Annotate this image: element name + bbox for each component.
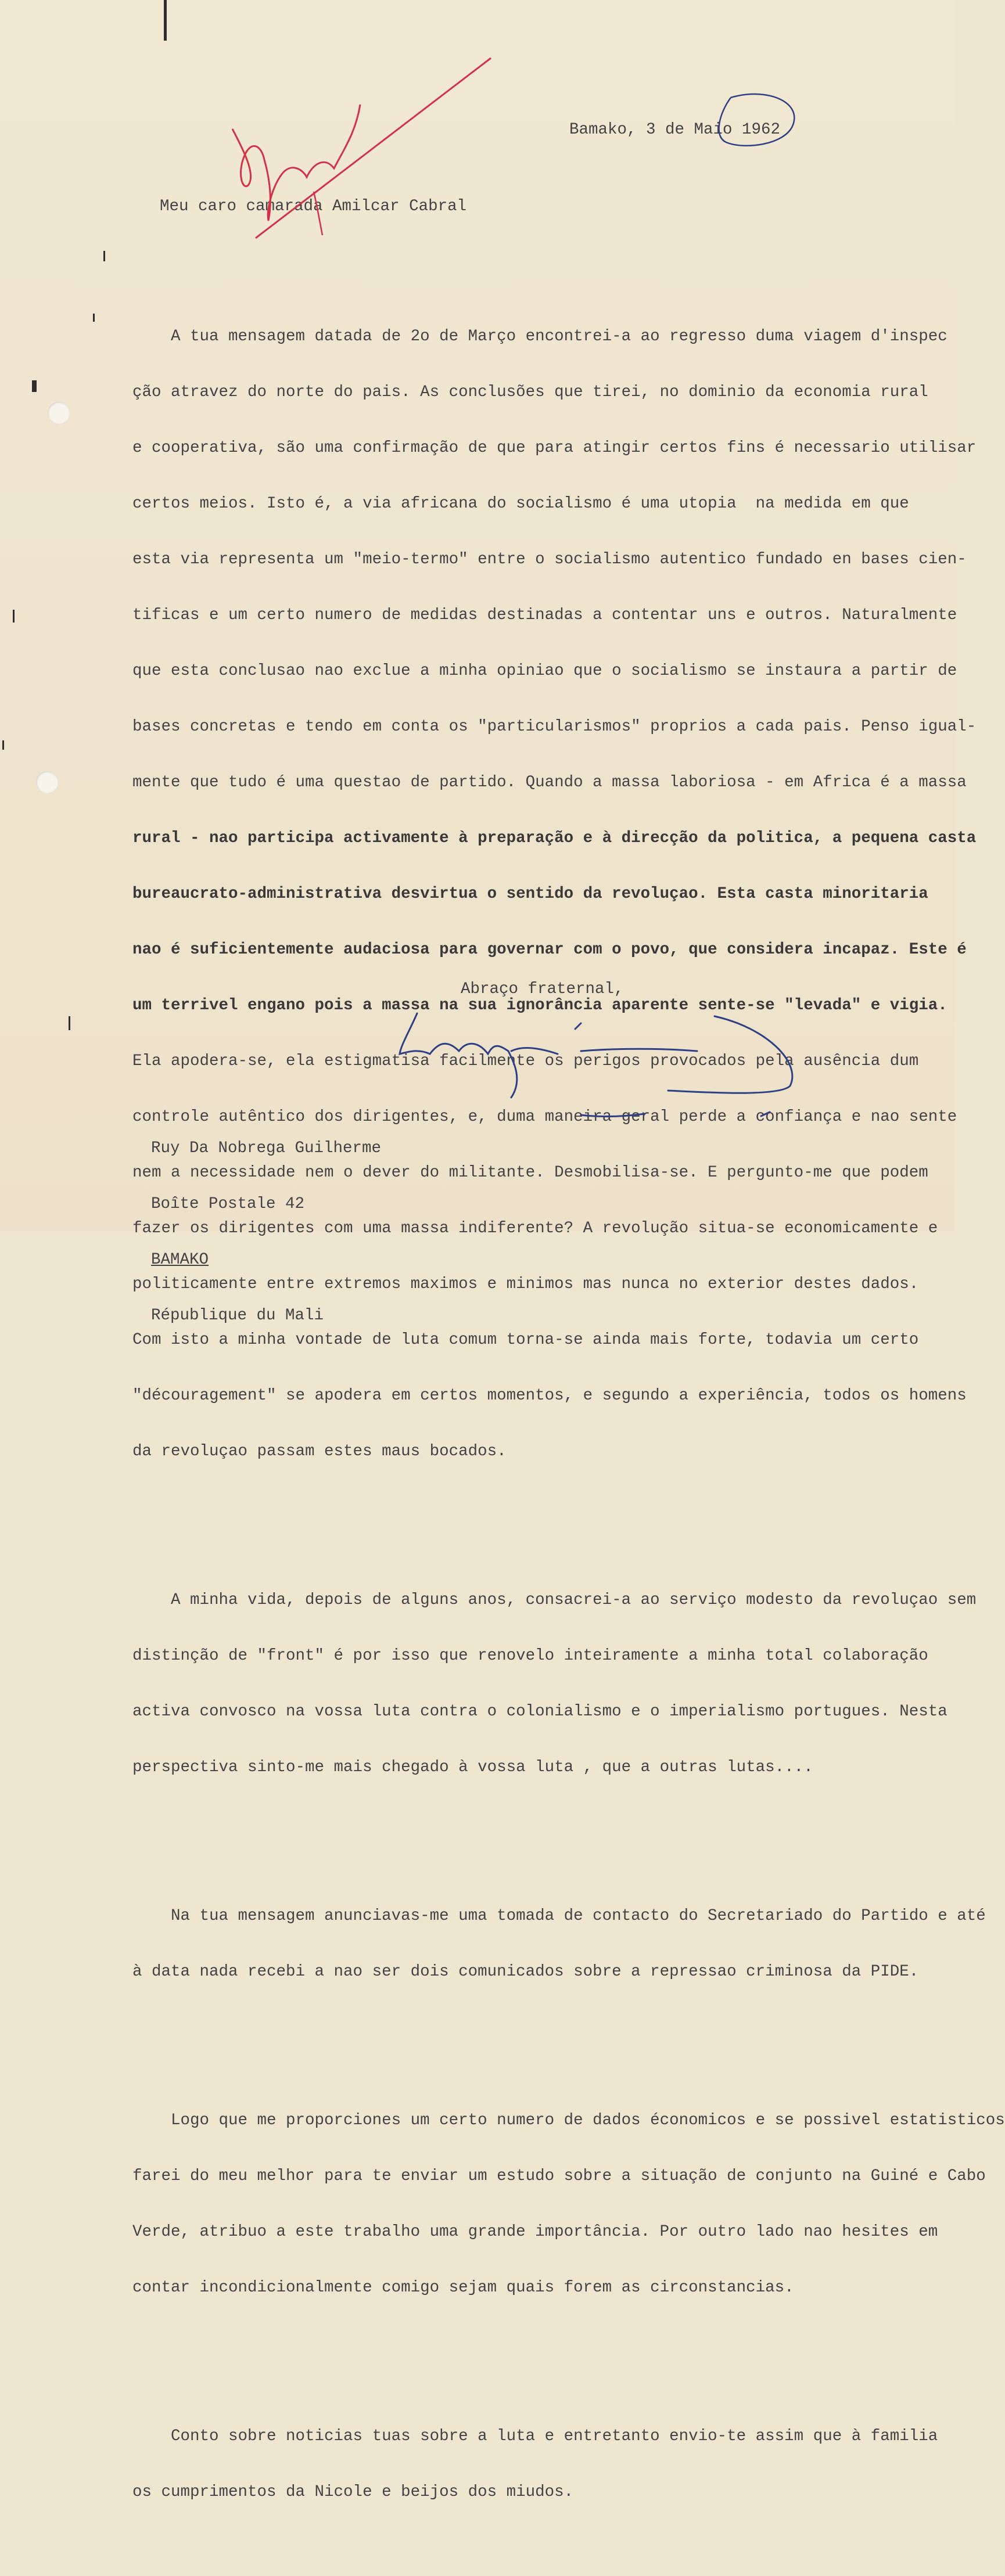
letter-date: Bamako, 3 de Maio 1962 — [569, 121, 781, 139]
handwriting-overlay — [0, 0, 954, 1231]
text-line: Verde, atribuo a este trabalho uma grande importância. Por outro lado nao hesites em — [132, 2223, 938, 2241]
text-line: farei do meu melhor para te enviar um estudo sobre a situação de conjunto na Guiné e Cabo — [132, 2167, 986, 2185]
sender-name: Ruy Da Nobrega Guilherme — [151, 1139, 382, 1157]
text-line: tificas e um certo numero de medidas destinadas a contentar uns e outros. Naturalmente — [132, 606, 957, 624]
paragraph-3 — [132, 1870, 1005, 2019]
text-line: nem a necessidade nem o dever do militante. Desmobilisa-se. E pergunto-me que podem — [132, 1164, 928, 1182]
year-circle-mark — [719, 94, 795, 146]
text-line: um terrivel engano pois a massa na sua ignorância aparente sente-se "levada" e vigia. — [132, 996, 947, 1014]
sender-city: BAMAKO — [151, 1251, 209, 1269]
text-line: activa convosco na vossa luta contra o colonialismo e o imperialismo portugues. Nesta — [132, 1703, 947, 1721]
signature-mark — [400, 1013, 792, 1098]
red-tick-mark — [314, 192, 322, 235]
text-line: rural - nao participa activamente à preparação e à direcção da politica, a pequena casta — [132, 829, 977, 847]
text-line: que esta conclusao nao exclue a minha opiniao que o socialismo se instaura a partir de — [132, 662, 957, 680]
signature-underline-mark — [581, 1112, 770, 1117]
paragraph-5 — [132, 2390, 1005, 2539]
closing: Abraço fraternal, — [461, 980, 624, 998]
paragraph-2 — [132, 1554, 1005, 1814]
text-line: Na tua mensagem anunciavas-me uma tomada de contacto do Secretariado do Partido e até — [132, 1907, 986, 1925]
text-line: fazer os dirigentes com uma massa indiferente? A revolução situa-se economicamente e — [132, 1219, 938, 1237]
text-line: ção atravez do norte do pais. As conclusões que tirei, no dominio da economia rural — [132, 383, 928, 401]
text-line: A minha vida, depois de alguns anos, consacrei-a ao serviço modesto da revoluçao sem — [132, 1591, 977, 1609]
text-line: bureaucrato-administrativa desvirtua o sentido da revoluçao. Esta casta minoritaria — [132, 885, 928, 903]
text-line: à data nada recebi a nao ser dois comunicados sobre a repressao criminosa da PIDE. — [132, 1963, 919, 1981]
text-line: contar incondicionalmente comigo sejam quais forem as circonstancias. — [132, 2279, 794, 2297]
text-line: distinção de "front" é por isso que renovelo inteiramente a minha total colaboração — [132, 1647, 928, 1665]
salutation: Meu caro camarada Amilcar Cabral — [160, 197, 467, 215]
text-line: da revoluçao passam estes maus bocados. — [132, 1442, 507, 1460]
text-line: A tua mensagem datada de 2o de Março encontrei-a ao regresso duma viagem d'inspec — [132, 328, 947, 346]
text-line: esta via representa um "meio-termo" entre o socialismo autentico fundado en bases cien- — [132, 551, 967, 569]
text-line: e cooperativa, são uma confirmação de que para atingir certos fins é necessario utilisar — [132, 439, 977, 457]
text-line: Conto sobre noticias tuas sobre a luta e entretanto envio-te assim que à familia — [132, 2427, 938, 2445]
text-line: nao é suficientemente audaciosa para governar com o povo, que considera incapaz. Este é — [132, 941, 967, 959]
paragraph-4 — [132, 2074, 1005, 2334]
text-line: certos meios. Isto é, a via africana do socialismo é uma utopia na medida em que — [132, 495, 909, 513]
text-line: perspectiva sinto-me mais chegado à vossa luta , que a outras lutas.... — [132, 1758, 813, 1776]
red-initials-mark — [232, 105, 360, 221]
text-line: Com isto a minha vontade de luta comum torna-se ainda mais forte, todavia um certo — [132, 1331, 919, 1349]
text-line: mente que tudo é uma questao de partido. Quando a massa laboriosa - em Africa é a massa — [132, 773, 967, 791]
text-line: Logo que me proporciones um certo numero de dados économicos e se possivel estatisticos — [132, 2111, 1005, 2129]
text-line: controle autêntico dos dirigentes, e, duma maneira geral perde a confiança e nao sente — [132, 1108, 957, 1126]
text-line: os cumprimentos da Nicole e beijos dos miudos. — [132, 2483, 574, 2501]
text-line: politicamente entre extremos maximos e minimos mas nunca no exterior destes dados. — [132, 1275, 919, 1293]
text-line: "découragement" se apodera em certos momentos, e segundo a experiência, todos os homens — [132, 1387, 967, 1405]
sender-country: République du Mali — [151, 1307, 324, 1325]
red-strike-line — [256, 58, 491, 238]
text-line: bases concretas e tendo em conta os "particularismos" proprios a cada pais. Penso igual- — [132, 718, 977, 736]
text-line: Ela apodera-se, ela estigmatisa facilmente os perigos provocados pela ausência dum — [132, 1052, 919, 1070]
sender-postal-box: Boîte Postale 42 — [151, 1195, 305, 1213]
